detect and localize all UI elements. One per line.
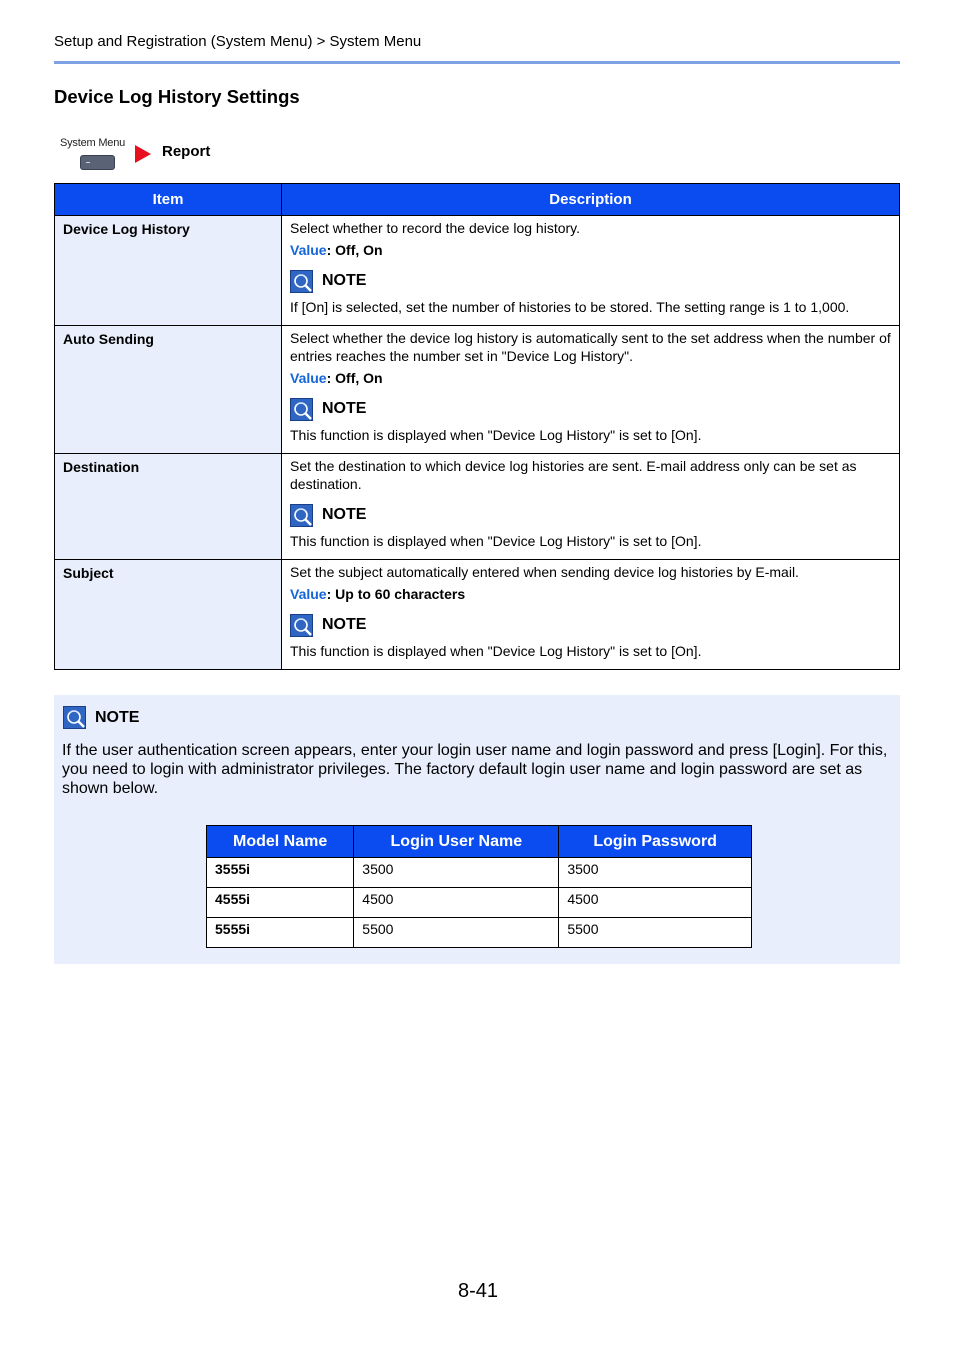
- note-icon: [290, 614, 313, 637]
- setting-description: Select whether to record the device log history.: [290, 220, 581, 236]
- setting-value-line: [290, 241, 891, 259]
- note-title: NOTE: [322, 506, 367, 523]
- info-note-header: [63, 706, 139, 729]
- table-row: [55, 216, 900, 326]
- setting-value-line: [290, 369, 891, 387]
- value-label: Value: [290, 370, 327, 386]
- note-icon: [290, 504, 313, 527]
- setting-value: Off, On: [335, 370, 383, 386]
- login-table-header-row: [207, 826, 752, 858]
- login-password-cell: 4500: [559, 888, 752, 918]
- info-note-text: If the user authentication screen appears, enter your login user name and login password and press [Login]. For this, you need to login with administrator privileges. The factory default login user name and login password are set as shown below.: [62, 742, 888, 797]
- nav-path-target: Report: [162, 143, 211, 160]
- model-name-cell: 4555i: [207, 888, 354, 918]
- settings-table-header-row: [55, 184, 900, 216]
- setting-description: Select whether the device log history is automatically sent to the set address when the number of entries reaches the number set in "Device Log History".: [290, 330, 891, 364]
- note-text: If [On] is selected, set the number of histories to be stored. The setting range is 1 to 1,000.: [290, 299, 850, 315]
- note-header: [290, 613, 891, 637]
- login-user-name-cell: 5500: [354, 918, 559, 948]
- setting-description-cell: [282, 454, 900, 560]
- login-user-name-cell: 4500: [354, 888, 559, 918]
- table-row: [55, 560, 900, 670]
- value-label: Value: [290, 242, 327, 258]
- settings-table: [54, 183, 900, 670]
- table-row: [207, 858, 752, 888]
- login-user-name-cell: 3500: [354, 858, 559, 888]
- arrow-right-icon: [135, 145, 151, 163]
- note-title: NOTE: [322, 272, 367, 289]
- header-rule: [54, 61, 900, 64]
- column-header-model-name: Model Name: [207, 826, 354, 858]
- login-password-cell: 5500: [559, 918, 752, 948]
- setting-description-cell: [282, 216, 900, 326]
- value-label: Value: [290, 586, 327, 602]
- note-text: This function is displayed when "Device Log History" is set to [On].: [290, 643, 702, 659]
- column-header-login-password: Login Password: [559, 826, 752, 858]
- setting-item-name: Destination: [55, 454, 282, 560]
- breadcrumb: Setup and Registration (System Menu) > System Menu: [54, 33, 422, 50]
- table-row: [207, 918, 752, 948]
- setting-item-name: Subject: [55, 560, 282, 670]
- column-header-login-user-name: Login User Name: [354, 826, 559, 858]
- login-defaults-table: [206, 825, 752, 948]
- info-note-title: NOTE: [95, 708, 140, 726]
- login-password-cell: 3500: [559, 858, 752, 888]
- note-text: This function is displayed when "Device Log History" is set to [On].: [290, 427, 702, 443]
- note-icon: [290, 270, 313, 293]
- setting-value: Off, On: [335, 242, 383, 258]
- note-icon: [63, 706, 86, 729]
- column-header-description: Description: [282, 184, 900, 216]
- table-row: [207, 888, 752, 918]
- note-title: NOTE: [322, 616, 367, 633]
- setting-description: Set the destination to which device log histories are sent. E-mail address only can be set as destination.: [290, 458, 857, 492]
- value-separator: :: [326, 370, 336, 386]
- nav-path: [60, 136, 360, 176]
- table-row: [55, 454, 900, 560]
- page-title: Device Log History Settings: [54, 86, 300, 107]
- setting-value-line: [290, 585, 891, 603]
- note-header: [290, 397, 891, 421]
- setting-item-name: Device Log History: [55, 216, 282, 326]
- value-separator: :: [326, 242, 336, 258]
- note-title: NOTE: [322, 400, 367, 417]
- value-separator: :: [326, 586, 336, 602]
- note-text: This function is displayed when "Device Log History" is set to [On].: [290, 533, 702, 549]
- info-note-box: [54, 695, 900, 964]
- column-header-item: Item: [55, 184, 282, 216]
- page-number: 8-41: [458, 1280, 499, 1302]
- system-menu-key-label: System Menu: [60, 137, 126, 149]
- system-menu-key-icon: [80, 155, 115, 170]
- model-name-cell: 5555i: [207, 918, 354, 948]
- note-header: [290, 503, 891, 527]
- note-icon: [290, 398, 313, 421]
- table-row: [55, 326, 900, 454]
- note-header: [290, 269, 891, 293]
- setting-description-cell: [282, 560, 900, 670]
- setting-description-cell: [282, 326, 900, 454]
- model-name-cell: 3555i: [207, 858, 354, 888]
- setting-description: Set the subject automatically entered when sending device log histories by E-mail.: [290, 564, 799, 580]
- setting-value: Up to 60 characters: [335, 586, 466, 602]
- setting-item-name: Auto Sending: [55, 326, 282, 454]
